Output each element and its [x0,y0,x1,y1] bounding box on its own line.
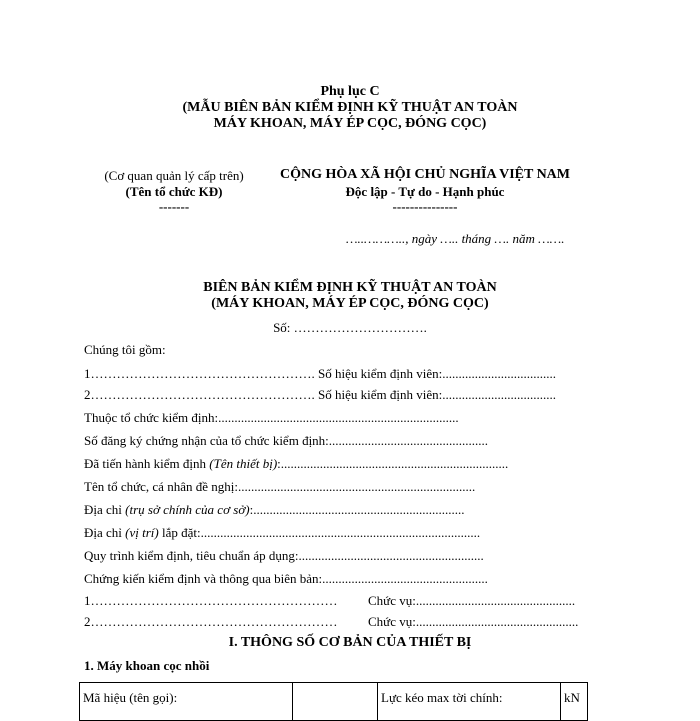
org-name-label: (Tên tổ chức KĐ) [125,184,223,199]
table-cell-model-value [293,683,378,721]
report-number: Số: …………………………. [273,320,427,335]
national-motto: Độc lập - Tự do - Hạnh phúc [345,184,505,199]
appendix-subtitle-1: (MẪU BIÊN BẢN KIỂM ĐỊNH KỸ THUẬT AN TOÀN [182,100,518,115]
owner-line: Tên tổ chức, cá nhân đề nghị:......................................................................... [84,479,476,494]
agency-label: (Cơ quan quản lý cấp trên) [104,168,244,183]
inspection-org-line: Thuộc tổ chức kiểm định:.......................................................................... [84,410,459,425]
table-cell-model: Mã hiệu (tên gọi): [80,683,293,721]
section-heading: I. THÔNG SỐ CƠ BẢN CỦA THIẾT BỊ [228,635,472,650]
device-dots: :...................................................................... [277,456,509,471]
device-label: Đã tiến hành kiểm định [84,456,210,471]
address-dots: :................................................................. [249,502,465,517]
subsection-heading: 1. Máy khoan cọc nhồi [84,658,210,673]
country-name: CỘNG HÒA XÃ HỘI CHỦ NGHĨA VIỆT NAM [279,167,570,182]
witness-position-2: Chức vụ:.................................................. [368,614,579,629]
inspector-row-1 [84,366,556,382]
report-title: BIÊN BẢN KIỂM ĐỊNH KỸ THUẬT AN TOÀN [203,280,497,295]
left-header-divider: ------- [158,199,190,214]
spec-table [79,682,588,721]
witness-line: Chứng kiến kiểm định và thông qua biên bản:................................................... [84,571,488,586]
inspector-row-2 [84,387,556,403]
address-label: Địa chỉ [84,502,126,517]
address-hint: (trụ sở chính của cơ sở) [125,502,250,517]
witness-name-2: 2………………………………………………… [84,614,338,629]
certificate-line: Số đăng ký chứng nhận của tổ chức kiểm định:................................................. [84,433,489,448]
date-line: …..……….., ngày ….. tháng …. năm ……. [346,231,565,246]
location-hint: (vị trí) [125,525,159,540]
location-dots: lắp đặt:...................................................................................... [158,525,481,540]
appendix-subtitle-2: MÁY KHOAN, MÁY ÉP CỌC, ĐÓNG CỌC) [213,116,487,131]
address-line [84,502,464,518]
device-hint: (Tên thiết bị) [209,456,278,471]
table-cell-unit: kN [561,683,588,721]
location-line [84,525,480,541]
report-subtitle: (MÁY KHOAN, MÁY ÉP CỌC, ĐÓNG CỌC) [211,296,489,311]
inspector-name-2: 2……………………………………………. [84,387,315,402]
device-line [84,456,508,472]
table-row [80,683,588,721]
we-label: Chúng tôi gồm: [84,342,166,357]
procedure-line: Quy trình kiểm định, tiêu chuẩn áp dụng:......................................................... [84,548,484,563]
witness-position-1: Chức vụ:................................................. [368,593,576,608]
inspector-name-1: 1……………………………………………. [84,366,315,381]
inspector-id-2: Số hiệu kiểm định viên:................................... [314,387,556,402]
appendix-title: Phụ lục C [320,84,380,99]
right-header-divider: --------------- [392,199,458,214]
table-cell-pull-force: Lực kéo max tời chính: [378,683,561,721]
inspector-id-1: Số hiệu kiểm định viên:................................... [314,366,556,381]
location-label: Địa chỉ [84,525,126,540]
witness-name-1: 1………………………………………………… [84,593,338,608]
